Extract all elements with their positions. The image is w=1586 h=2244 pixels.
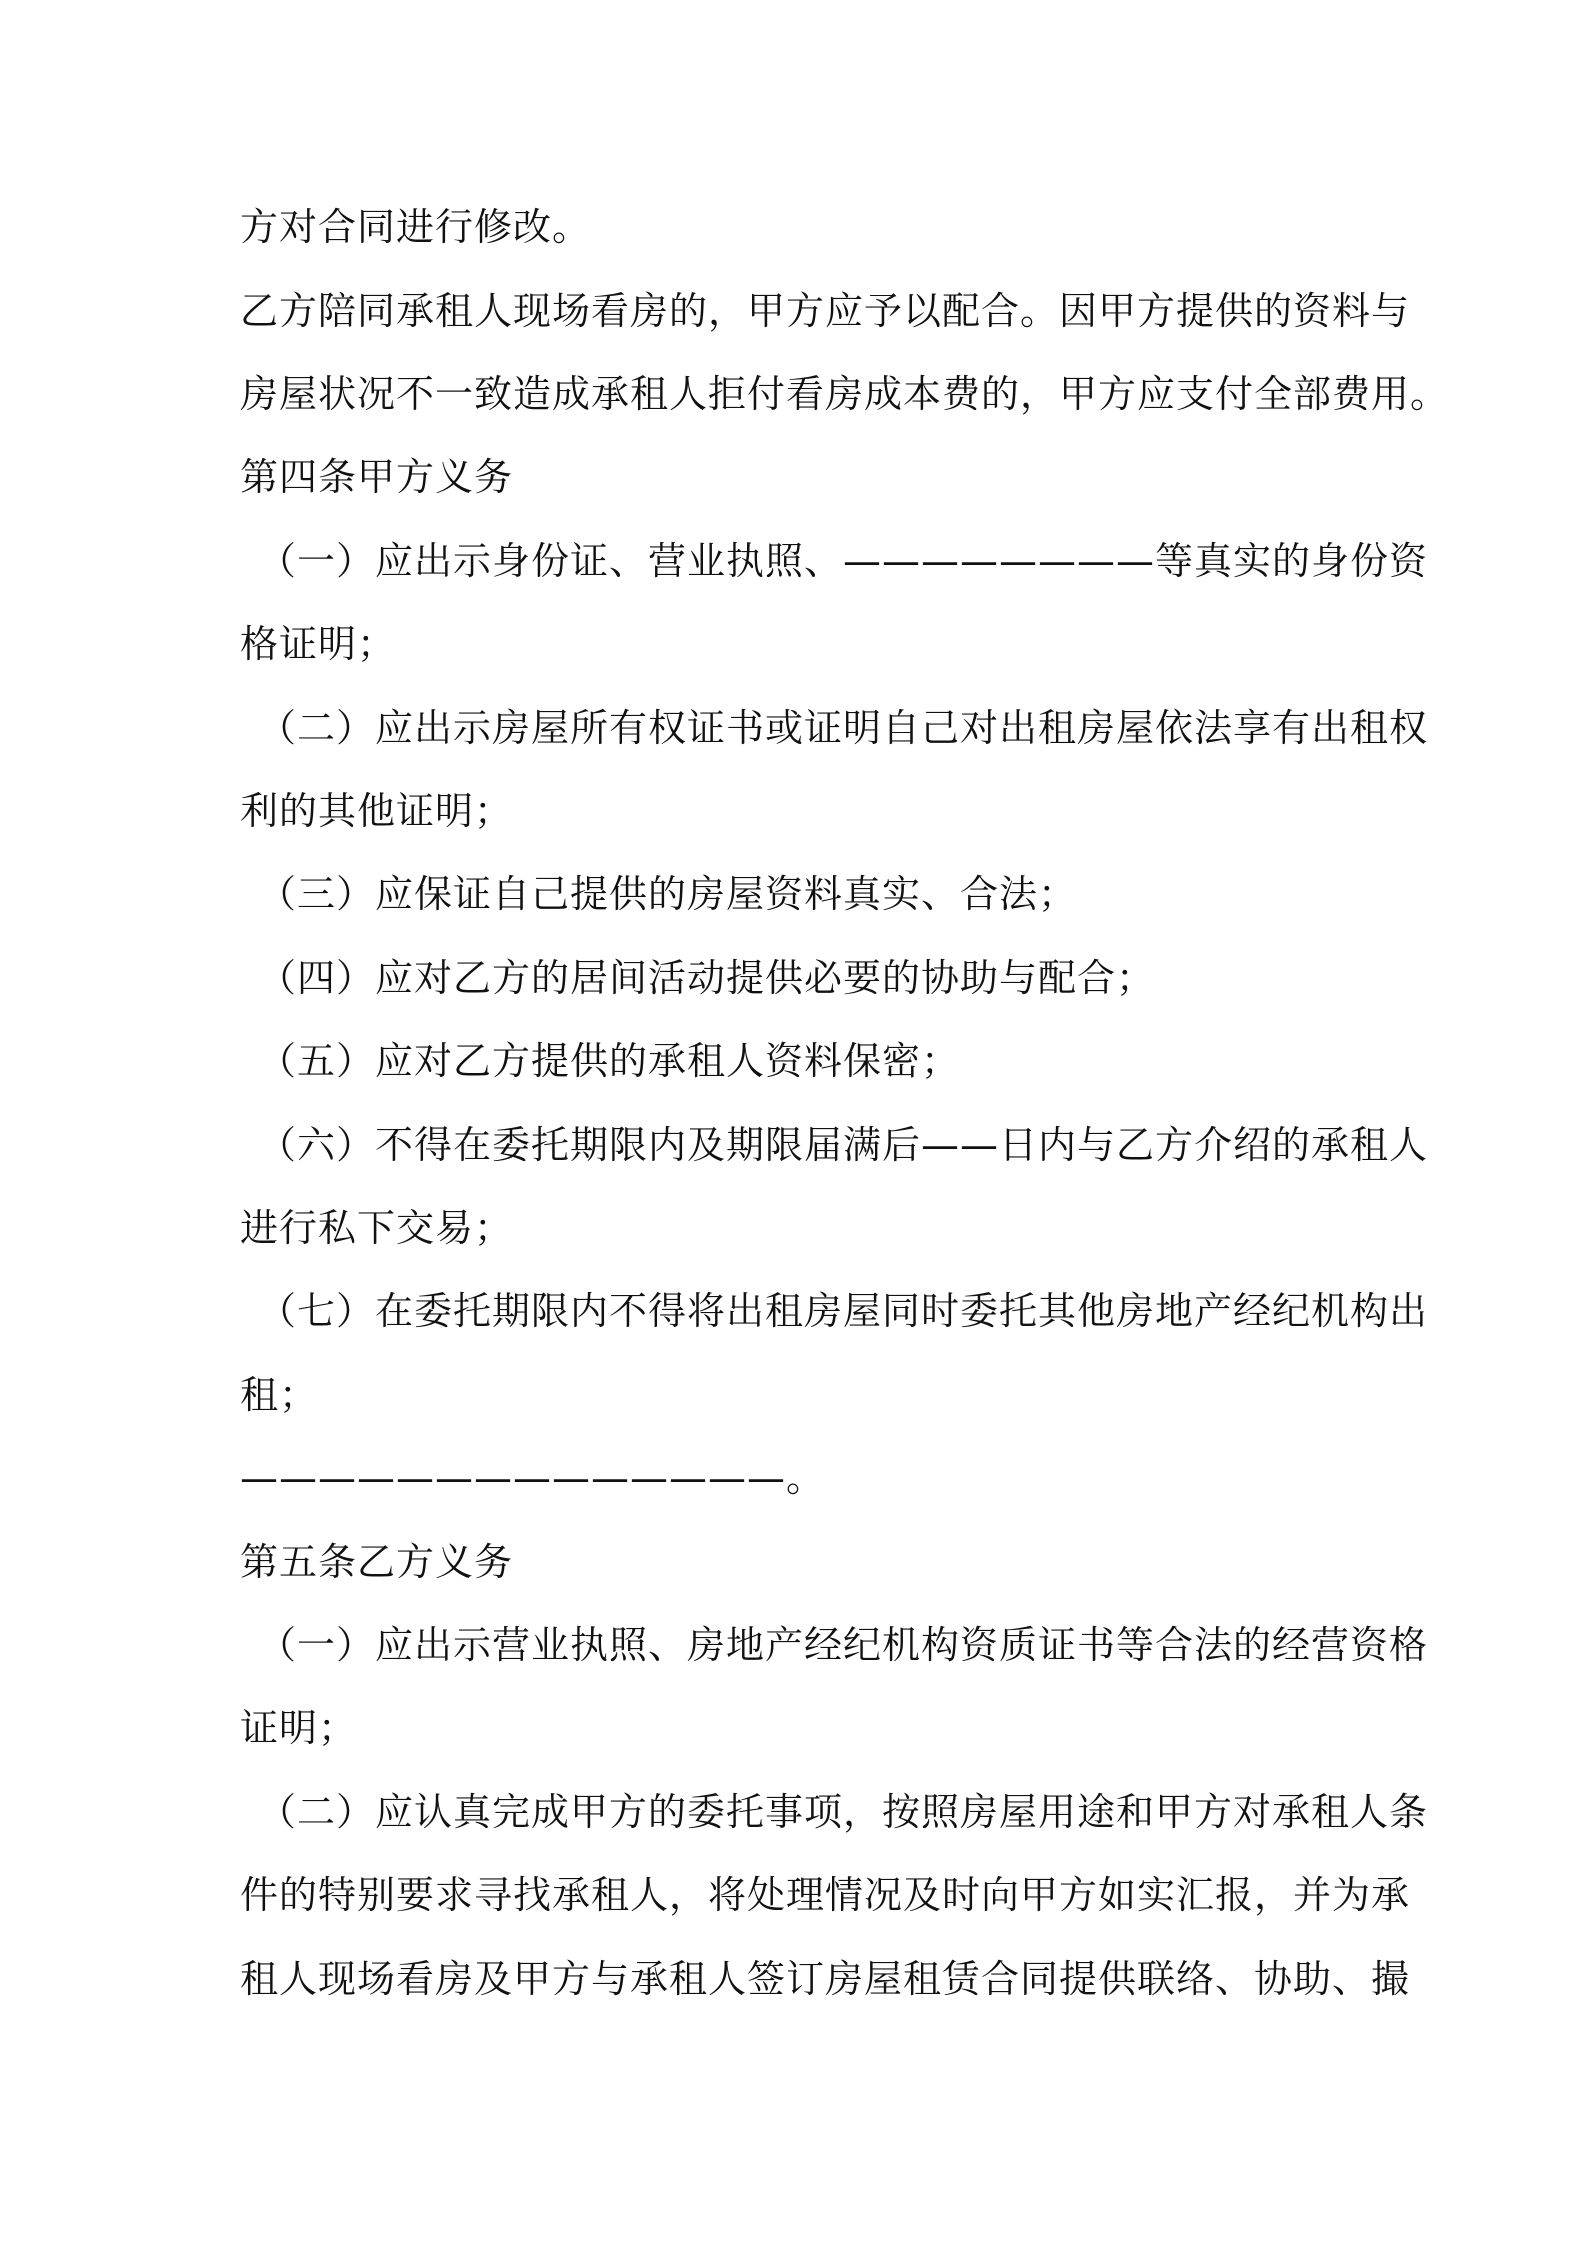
list-item: （六）不得在委托期限内及期限届满后——日内与乙方介绍的承租人: [258, 1123, 1429, 1167]
list-item: （四）应对乙方的居间活动提供必要的协助与配合；: [258, 956, 1156, 1000]
text-line: 租；: [240, 1373, 319, 1417]
blank-line: ——————————————。: [240, 1456, 826, 1500]
text-line: 方对合同进行修改。: [240, 205, 592, 249]
list-item: （一）应出示身份证、营业执照、————————等真实的身份资: [258, 539, 1429, 583]
list-item: （二）应出示房屋所有权证书或证明自己对出租房屋依法享有出租权: [258, 706, 1429, 750]
text-line: 格证明；: [240, 622, 397, 666]
text-line: 证明；: [240, 1706, 358, 1750]
text-line: 房屋状况不一致造成承租人拒付看房成本费的，甲方应支付全部费用。: [240, 372, 1450, 416]
list-item: （二）应认真完成甲方的委托事项，按照房屋用途和甲方对承租人条: [258, 1790, 1429, 1834]
list-item: （三）应保证自己提供的房屋资料真实、合法；: [258, 872, 1078, 916]
text-line: 租人现场看房及甲方与承租人签订房屋租赁合同提供联络、协助、撮: [240, 1957, 1411, 2001]
section-heading: 第五条乙方义务: [240, 1540, 514, 1584]
list-item: （七）在委托期限内不得将出租房屋同时委托其他房地产经纪机构出: [258, 1289, 1429, 1333]
text-line: 进行私下交易；: [240, 1206, 514, 1250]
list-item: （一）应出示营业执照、房地产经纪机构资质证书等合法的经营资格: [258, 1623, 1429, 1667]
section-heading: 第四条甲方义务: [240, 455, 514, 499]
text-line: 乙方陪同承租人现场看房的，甲方应予以配合。因甲方提供的资料与: [240, 289, 1411, 333]
text-line: 利的其他证明；: [240, 789, 514, 833]
text-line: 件的特别要求寻找承租人，将处理情况及时向甲方如实汇报，并为承: [240, 1873, 1411, 1917]
list-item: （五）应对乙方提供的承租人资料保密；: [258, 1039, 961, 1083]
